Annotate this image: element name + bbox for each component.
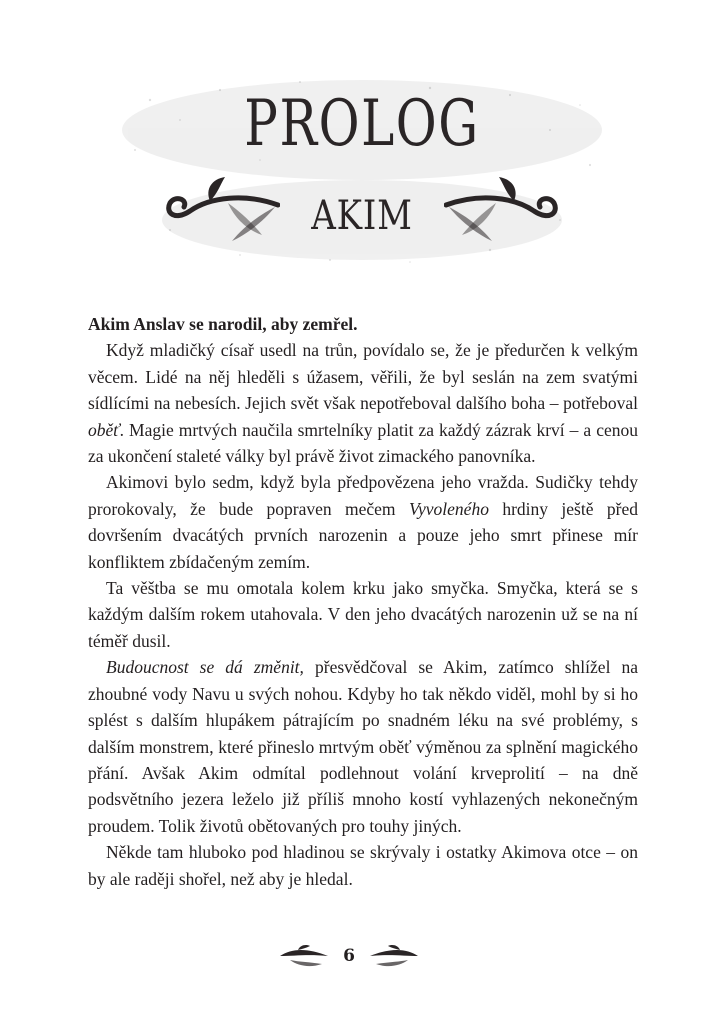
text-run: . Magie mrtvých naučila smrtelníky platit za každý zázrak krví – a cenou za ukončení staleté války byl právě život zimackého panovníka. bbox=[88, 419, 638, 467]
text-run: přesvědčoval se Akim, zatímco shlížel na zhoubné vody Navu u svých nohou. Kdyby ho tak někdo viděl, mohl by si ho splést s dalším hlupákem pátrajícím po snadném léku na své problémy, s dalším monstrem, které přineslo mrtvým oběť výměnou za splnění magického přání. Avšak Akim odmítal podlehnout volání krveprolití – na dně podsvětního jezera leželo již příliš mnoho kostí vyhlazených nekonečným proudem. Tolik životů obětovaných pro touhy jiných. bbox=[88, 657, 638, 836]
emphasis: Budoucnost se dá změnit, bbox=[106, 657, 304, 678]
body-text bbox=[88, 311, 638, 892]
paragraph: Někde tam hluboko pod hladinou se skrývaly i ostatky Akimova otce – on by ale raději shořel, než aby je hledal. bbox=[88, 842, 638, 889]
chapter-header bbox=[110, 70, 614, 270]
footer-flourish-left-icon bbox=[278, 942, 330, 972]
paragraph bbox=[88, 654, 638, 839]
text-run: Když mladičký císař usedl na trůn, povídalo se, že je předurčen k velkým věcem. Lidé na něj hleděli s úžasem, věřili, že byl seslán na zem svatými sídlícími na nebesích. Jejich svět však nepotřeboval dalšího boha – potřeboval bbox=[88, 340, 638, 414]
emphasis: Vyvoleného bbox=[408, 498, 489, 519]
footer-flourish-right-icon bbox=[368, 942, 420, 972]
emphasis: oběť bbox=[88, 419, 120, 440]
chapter-subtitle: AKIM bbox=[311, 193, 413, 239]
page-footer bbox=[0, 940, 724, 980]
paragraph bbox=[88, 469, 638, 575]
paragraph-opening: Akim Anslav se narodil, aby zemřel. bbox=[88, 314, 358, 334]
text-run: hrdiny ještě před dovršením dvacátých prvních narozenin a pouze jeho smrt přinese mír konfliktem zbídačeným zemím. bbox=[88, 498, 638, 572]
paragraph bbox=[88, 337, 638, 469]
paragraph: Ta věštba se mu omotala kolem krku jako smyčka. Smyčka, která se s každým dalším rokem utahovala. V den jeho dvacátých narozenin už se na ní téměř dusil. bbox=[88, 578, 638, 651]
page-number: 6 bbox=[343, 946, 355, 966]
text-run: Akimovi bylo sedm, když byla předpovězena jeho vražda. Sudičky tehdy prorokovaly, že bude popraven mečem bbox=[88, 472, 638, 519]
chapter-title: PROLOG bbox=[244, 87, 480, 161]
